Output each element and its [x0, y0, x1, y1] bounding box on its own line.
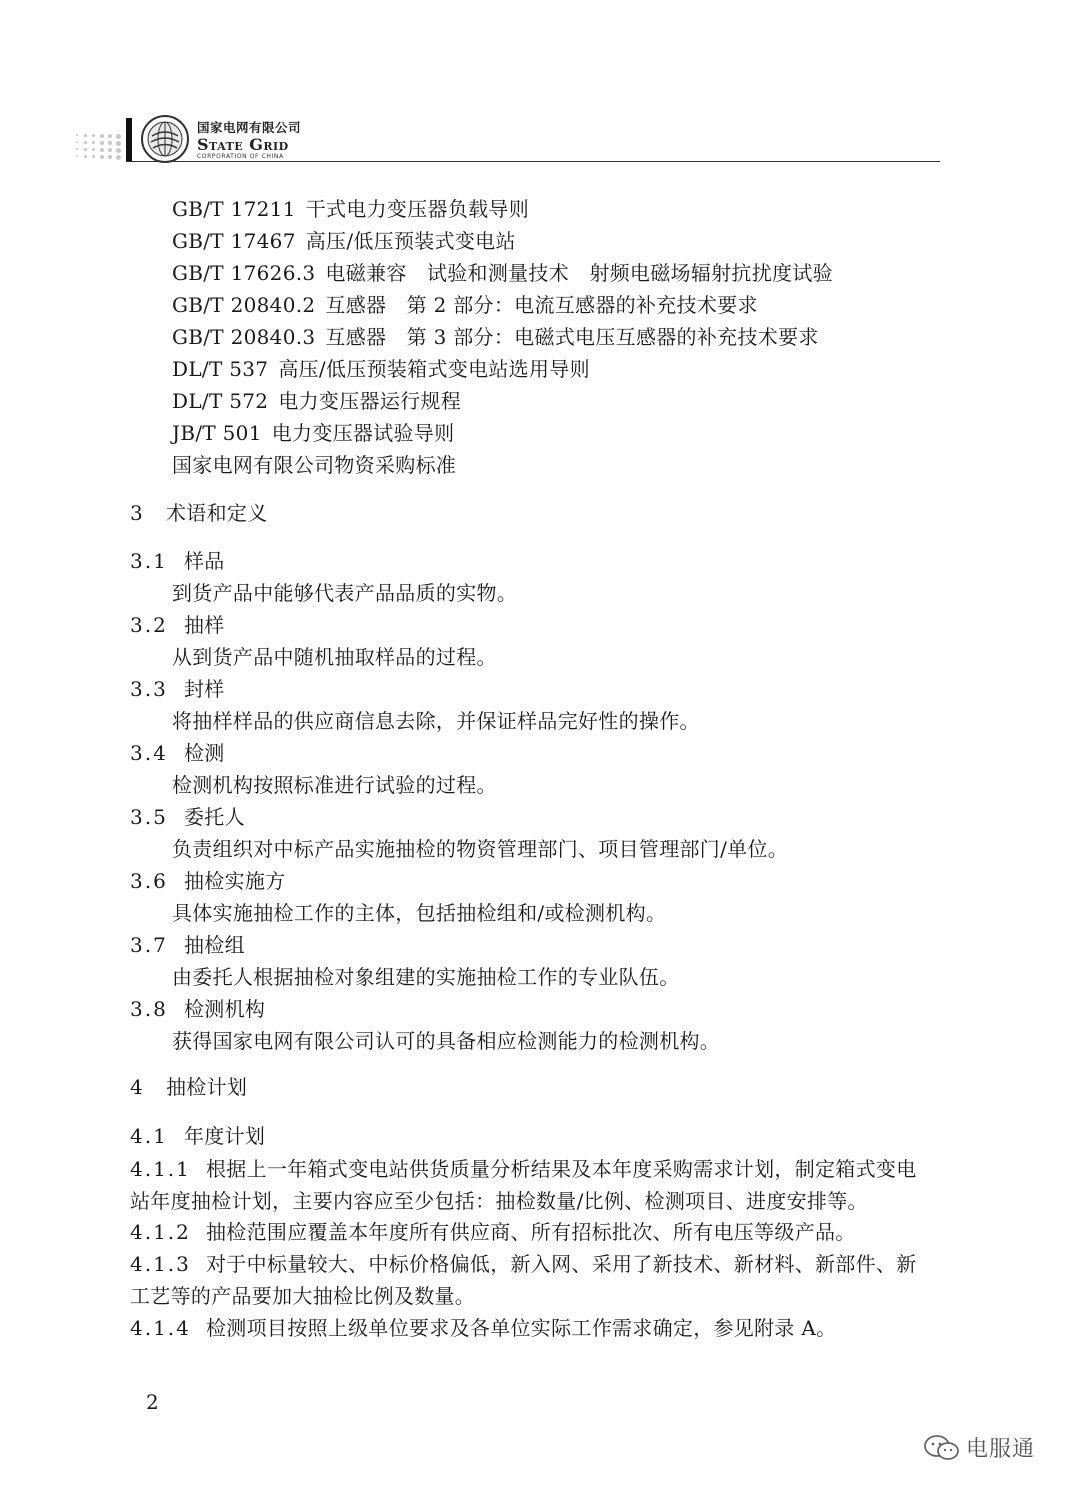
decorative-dot: [92, 155, 95, 158]
section-heading: 4 抽检计划: [130, 1075, 248, 1099]
decorative-dot: [108, 134, 112, 138]
section-heading: 3 术语和定义: [130, 501, 268, 525]
decorative-dots: [76, 132, 124, 162]
watermark-text: 电服通: [966, 1437, 1036, 1462]
decorative-dot: [116, 134, 121, 139]
clause-item-continuation: 工艺等的产品要加大抽检比例及数量。: [130, 1284, 476, 1308]
decorative-dot: [100, 141, 104, 145]
decorative-dot: [76, 148, 78, 150]
reference-item: DL/T 572 电力变压器运行规程: [172, 389, 462, 413]
company-name-cn: 国家电网有限公司: [197, 120, 302, 135]
term-heading: 3.4 检测: [130, 741, 225, 765]
decorative-dot: [76, 155, 78, 157]
decorative-dot: [84, 155, 87, 158]
term-definition: 从到货产品中随机抽取样品的过程。: [172, 645, 497, 669]
decorative-dot: [116, 148, 121, 153]
decorative-dot: [76, 134, 78, 136]
reference-item: GB/T 17211 干式电力变压器负载导则: [172, 197, 530, 221]
decorative-dot: [108, 148, 112, 152]
reference-item: GB/T 20840.2 互感器 第 2 部分：电流互感器的补充技术要求: [172, 293, 758, 317]
term-heading: 3.5 委托人: [130, 805, 245, 829]
term-heading: 3.2 抽样: [130, 613, 225, 637]
term-heading: 3.8 检测机构: [130, 997, 266, 1021]
term-definition: 将抽样样品的供应商信息去除，并保证样品完好性的操作。: [172, 709, 700, 733]
term-definition: 负责组织对中标产品实施抽检的物资管理部门、项目管理部门/单位。: [172, 837, 789, 861]
reference-item: GB/T 17467 高压/低压预装式变电站: [172, 229, 516, 253]
term-definition: 获得国家电网有限公司认可的具备相应检测能力的检测机构。: [172, 1029, 721, 1053]
decorative-dot: [92, 134, 95, 137]
clause-item: 4.1.3 对于中标量较大、中标价格偏低，新入网、采用了新技术、新材料、新部件、新: [130, 1252, 917, 1276]
decorative-dot: [84, 141, 87, 144]
decorative-dot: [76, 141, 78, 143]
term-definition: 由委托人根据抽检对象组建的实施抽检工作的专业队伍。: [172, 965, 680, 989]
term-heading: 3.7 抽检组: [130, 933, 245, 957]
company-name: [197, 118, 301, 160]
term-definition: 具体实施抽检工作的主体，包括抽检组和/或检测机构。: [172, 901, 667, 925]
company-name-en: State Grid: [197, 135, 289, 154]
reference-item: 国家电网有限公司物资采购标准: [172, 453, 457, 477]
term-heading: 3.3 封样: [130, 677, 225, 701]
term-definition: 检测机构按照标准进行试验的过程。: [172, 773, 497, 797]
header-bar: [126, 118, 132, 162]
decorative-dot: [100, 148, 104, 152]
decorative-dot: [108, 141, 112, 145]
decorative-dot: [100, 134, 104, 138]
reference-item: JB/T 501 电力变压器试验导则: [172, 421, 455, 445]
term-definition: 到货产品中能够代表产品品质的实物。: [172, 581, 518, 605]
term-heading: 3.6 抽检实施方: [130, 869, 286, 893]
decorative-dot: [100, 155, 104, 159]
decorative-dot: [116, 141, 121, 146]
decorative-dot: [108, 155, 112, 159]
reference-item: GB/T 20840.3 互感器 第 3 部分：电磁式电压互感器的补充技术要求: [172, 325, 819, 349]
watermark: [922, 1432, 1035, 1463]
decorative-dot: [92, 141, 95, 144]
state-grid-logo-icon: [140, 114, 190, 164]
header-rule: [126, 161, 940, 162]
reference-item: GB/T 17626.3 电磁兼容 试验和测量技术 射频电磁场辐射抗扰度试验: [172, 261, 833, 285]
page-header: [0, 0, 1080, 170]
term-heading: 3.1 样品: [130, 549, 225, 573]
clause-item: 4.1.2 抽检范围应覆盖本年度所有供应商、所有招标批次、所有电压等级产品。: [130, 1220, 856, 1244]
wechat-icon: [922, 1433, 962, 1463]
decorative-dot: [92, 148, 95, 151]
decorative-dot: [116, 155, 121, 160]
decorative-dot: [84, 148, 87, 151]
subsection-heading: 4.1 年度计划: [130, 1124, 266, 1148]
company-name-en-sub: CORPORATION OF CHINA: [197, 153, 284, 160]
reference-item: DL/T 537 高压/低压预装箱式变电站选用导则: [172, 357, 590, 381]
clause-item: 4.1.1 根据上一年箱式变电站供货质量分析结果及本年度采购需求计划，制定箱式变电: [130, 1157, 917, 1181]
decorative-dot: [84, 134, 87, 137]
clause-item: 4.1.4 检测项目按照上级单位要求及各单位实际工作需求确定，参见附录 A。: [130, 1316, 837, 1340]
page-number: 2: [146, 1390, 159, 1414]
clause-item-continuation: 站年度抽检计划，主要内容应至少包括：抽检数量/比例、检测项目、进度安排等。: [130, 1189, 868, 1213]
